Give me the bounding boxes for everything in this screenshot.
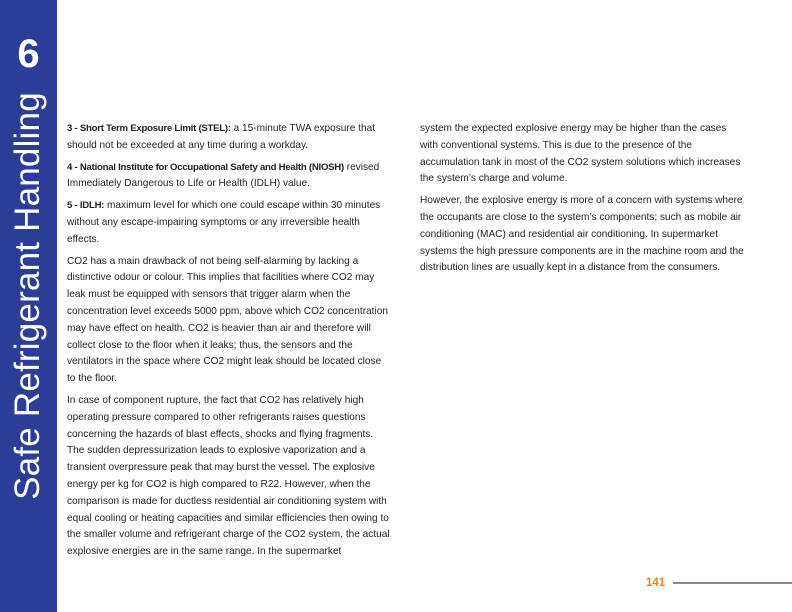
- niosh-term: 4 - National Institute for Occupational Safety and Health (NIOSH): [67, 161, 344, 173]
- rupture-paragraph: In case of component rupture, the fact that CO2 has relatively high operating pressure compared to other refrigerants raises questions concerning the hazards of blast effects, shocks and flying fragments. The sudden depressurization leads to explosive vaporization and a transient overpressure peak that may burst the vessel. The explosive energy per kg for CO2 is high compared to R22. However, when the comparison is made for ductless residential air conditioning system with equal cooling or heating capacities and similar efficiencies then owing to the smaller volume and refrigerant charge of the CO2 system, the actual explosive energies are in the same range. In the supermarket: [67, 394, 390, 558]
- stel-text: a 15-minute TWA exposure that should not be exceeded at any time during a workday.: [67, 123, 376, 151]
- stel-term: 3 - Short Term Exposure Limit (STEL):: [67, 123, 231, 134]
- left-column: [67, 121, 391, 566]
- footer-rule: [673, 582, 792, 584]
- co2-paragraph: CO2 has a main drawback of not being self-alarming by lacking a distinctive odour or colour. This implies that facilities where CO2 may leak must be equipped with sensors that trigger alarm when the concentration level exceeds 5000 ppm, above which CO2 concentration may have effect on health. CO2 is heavier than air and therefore will collect close to the floor when it leaks; thus, the sensors and the ventilators in the space where CO2 might leak should be located close to the floor.: [67, 255, 388, 385]
- niosh-definition: [67, 160, 391, 194]
- explosive-energy-paragraph: However, the explosive energy is more of a concern with systems where the occupants are close to the system’s components; such as mobile air conditioning (MAC) and residential air conditioning. In supermarket systems the high pressure components are in the machine room and the distribution lines are usually kept in a distance from the consumers.: [420, 195, 744, 274]
- continued-paragraph: system the expected explosive energy may be higher than the cases with conventional systems. This is due to the presence of the accumulation tank in most of the CO2 system solutions which increases the system’s charge and volume.: [420, 123, 741, 185]
- page-number: 141: [646, 577, 666, 589]
- chapter-number: 6: [17, 32, 40, 76]
- idlh-text: maximum level for which one could escape within 30 minutes without any escape-impairing symptoms or any irreversible health effects.: [67, 200, 381, 245]
- idlh-definition: [67, 198, 391, 248]
- chapter-sidebar: [0, 0, 57, 612]
- idlh-term: 5 - IDLH:: [67, 200, 105, 212]
- niosh-text: revised Immediately Dangerous to Life or Health (IDLH) value.: [67, 161, 380, 190]
- chapter-title: Safe Refrigerant Handling: [8, 92, 47, 500]
- stel-definition: [67, 121, 391, 155]
- right-column: [420, 121, 744, 282]
